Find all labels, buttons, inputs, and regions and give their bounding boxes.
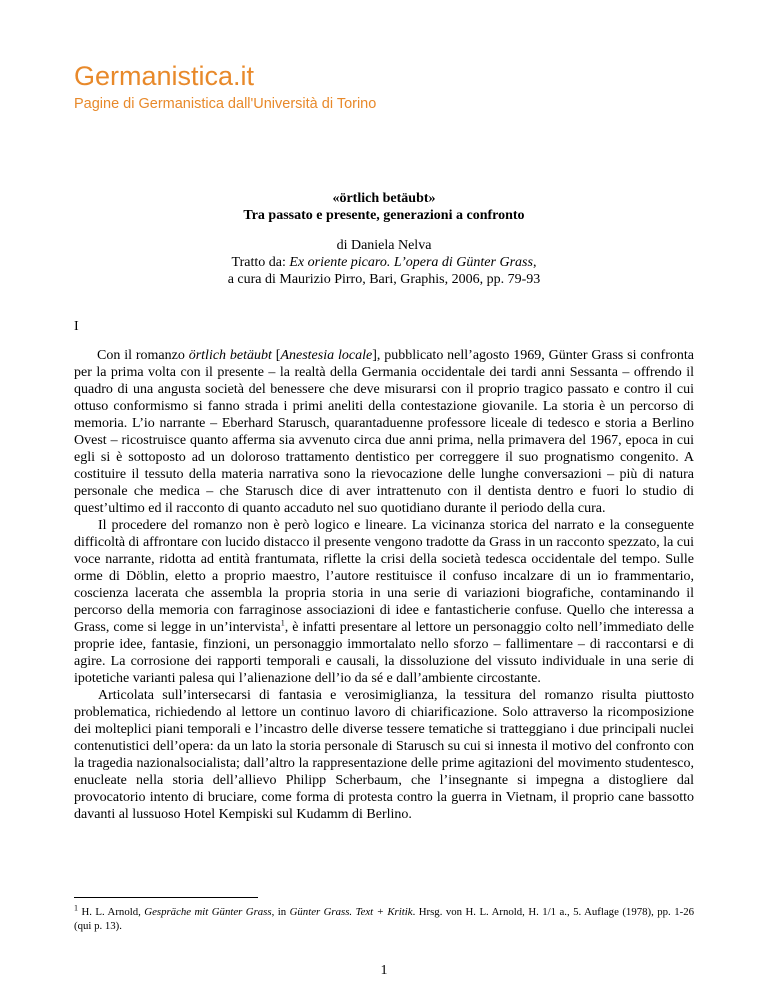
footnote-number: 1 [74, 903, 78, 913]
p2-text-b: , è infatti presentare al lettore un personaggio colto nell’immediato delle proprie idee, fantasie, finzioni, un personaggio immortalato nello sforzo – fallimentare – di raccontarsi e di agire. La corrosione dei rapporti temporali e causali, la dissoluzione del vissuto individuale in una serie di ipotetiche varianti palesa qui l’alienazione dell’io da sé e dall’ambiente circostante. [74, 620, 694, 686]
source-title: Ex oriente picaro. L’opera di Günter Grass [289, 255, 533, 270]
paragraph-2 [74, 517, 694, 687]
p1-title-de: örtlich betäubt [188, 348, 272, 363]
footnote-divider [74, 897, 258, 898]
p1-text-b: [ [271, 348, 281, 363]
site-header [74, 60, 376, 113]
article-title-line1: «örtlich betäubt» [332, 191, 436, 206]
site-subtitle: Pagine di Germanistica dall'Università di Torino [74, 96, 377, 112]
article-title-line2: Tra passato e presente, generazioni a confronto [243, 208, 525, 223]
p1-text-c: ], pubblicato nell’agosto 1969, Günter Grass si confronta per la prima volta con il presente – la realtà della Germania occidentale dei tardi anni Sessanta – offrendo il quadro di una angusta società del benessere che deve misurarsi con il proprio tragico passato e contro il cui ottuso conformismo si fanno strada i primi aneliti della contestazione giovanile. La storia è un percorso di memoria. L’io narrante – Eberhard Starusch, quarantaduenne professore liceale di tedesco e storia a Berlino Ovest – ricostruisce quanto afferma sia avvenuto circa due anni prima, nella primavera del 1967, epoca in cui egli si è sottoposto ad un doloroso trattamento dentistico per correggere il suo prognatismo congenito. A costituire il tessuto della materia narrativa sono la rievocazione delle lunghe conversazioni – più di natura personale che medica – che Starusch dice di aver intrattenuto con il dentista dentro e fuori lo studio di quest’ultimo ed il racconto di quanto accaduto nel suo quotidiano durante il periodo della cura. [74, 348, 694, 516]
footnote-text-b: , in [271, 906, 290, 918]
footnote-title1: Gespräche mit Günter Grass [144, 906, 272, 918]
byline [0, 237, 768, 288]
page-number: 1 [380, 963, 388, 978]
article-body [74, 347, 694, 823]
source-suffix: , [532, 255, 537, 270]
author: di Daniela Nelva [336, 238, 432, 253]
footnote-text-a: H. L. Arnold, [78, 906, 145, 918]
footnote-text-c: . Hrsg. von H. L. Arnold, H. 1/1 a., 5. Auflage (1978), pp. 1-26 (qui p. 13). [74, 906, 694, 932]
article-title [0, 190, 768, 224]
footnote [74, 905, 694, 933]
p1-title-it: Anestesia locale [280, 348, 373, 363]
footnote-title2: Günter Grass. Text + Kritik [289, 906, 413, 918]
section-number: I [74, 319, 79, 334]
paragraph-1 [74, 347, 694, 517]
site-title[interactable]: Germanistica.it [74, 61, 255, 91]
p1-text-a: Con il romanzo [97, 348, 189, 363]
source-prefix: Tratto da: [231, 255, 290, 270]
source-line1 [0, 254, 768, 271]
footnote-ref[interactable]: 1 [280, 618, 285, 628]
p2-text-a: Il procedere del romanzo non è però logico e lineare. La vicinanza storica del narrato e la conseguente difficoltà di affrontare con lucido distacco il presente vengono tradotte da Grass in un racconto spezzato, la cui voce narrante, ridotta ad entità frantumata, riflette la crisi della società tedesca occidentale del tempo. Sulle orme di Döblin, eletto a proprio maestro, l’autore restituisce il confuso incalzare di un io frammentario, coscienza lacerata che assembla la propria storia in una serie di variazioni biografiche, contaminando il percorso della memoria con farraginose associazioni di idee e fantasticherie confuse. Quello che interessa a Grass, come si legge in un’intervista [74, 518, 694, 635]
source-line2: a cura di Maurizio Pirro, Bari, Graphis, 2006, pp. 79-93 [227, 272, 541, 287]
paragraph-3: Articolata sull’intersecarsi di fantasia e verosimiglianza, la tessitura del romanzo risulta piuttosto problematica, richiedendo al lettore un continuo lavoro di chiarificazione. Solo attraverso la ricomposizione dei molteplici piani temporali e l’incastro delle diverse tessere tematiche si tratteggiano i due principali nuclei contenutistici dell’opera: da un lato la storia personale di Starusch su cui si innesta il motivo del confronto con la tragedia nazionalsocialista; dall’altro la rappresentazione delle prime agitazioni del movimento studentesco, enucleate nella storia dell’allievo Philipp Scherbaum, che l’insegnante si impegna a distogliere dal provocatorio intento di bruciare, come forma di protesta contro la guerra in Vietnam, il proprio cane bassotto davanti al lussuoso Hotel Kempiski sul Kudamm di Berlino. [74, 688, 694, 822]
